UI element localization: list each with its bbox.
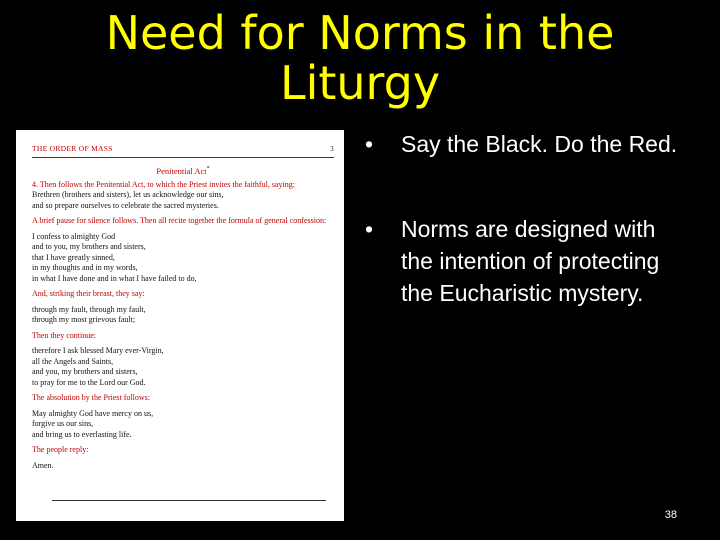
bullet-text: Say the Black. Do the Red. [401,131,678,157]
bullet-text: Norms are designed with the intention of protecting the Eucharistic mystery. [401,216,660,306]
text-line: therefore I ask blessed Mary ever-Virgin, [32,346,164,356]
text-line: through my most grievous fault; [32,315,136,325]
slide-title-line-1: Need for Norms in the [105,6,615,60]
document-section-title [32,164,334,176]
text-line: and you, my brothers and sisters, [32,367,138,377]
text-line: and to you, my brothers and sisters, [32,242,146,252]
text-line: in my thoughts and in my words, [32,263,138,273]
text-line: that I have greatly sinned, [32,252,115,262]
document-page-number: 3 [329,144,334,153]
text-line: and bring us to everlasting life. [32,429,132,439]
slide-number: 38 [664,509,677,521]
section-title-mark: * [206,165,210,172]
text-line: I confess to almighty God [32,231,116,241]
rubric-line: The people reply: [32,445,89,455]
bullet-dot-icon: • [365,131,374,157]
bullet-item [365,213,685,309]
rubric-line: Then they continue: [32,330,96,340]
rubric-line: The absolution by the Priest follows: [32,393,150,403]
text-line: forgive us our sins, [32,419,94,429]
document-body [32,180,334,472]
slide-title [40,8,680,108]
text-line: Amen. [32,460,54,470]
slide-title-line-2: Liturgy [279,56,441,110]
text-line: May almighty God have mercy on us, [32,408,154,418]
document-header [32,144,334,158]
rubric-line: 4. Then follows the Penitential Act, to which the Priest invites the faithful, saying: [32,179,295,189]
bullet-list [365,128,685,309]
text-line: Brethren (brothers and sisters), let us acknowledge our sins, [32,190,224,200]
text-line: to pray for me to the Lord our God. [32,377,146,387]
bullet-item [365,128,685,160]
text-line: through my fault, through my fault, [32,304,146,314]
text-line: and so prepare ourselves to celebrate the sacred mysteries. [32,200,219,210]
rubric-line: And, striking their breast, they say: [32,289,145,299]
order-of-mass-page-image [16,130,344,521]
rubric-line: A brief pause for silence follows. Then all recite together the formula of general confession: [32,216,327,226]
bullet-dot-icon: • [365,216,374,242]
document-header-title: THE ORDER OF MASS [32,144,113,153]
text-line: in what I have done and in what I have failed to do, [32,273,197,283]
section-title-text: Penitential Act [156,165,207,176]
document-footer-rule [52,500,326,501]
text-line: all the Angels and Saints, [32,356,114,366]
